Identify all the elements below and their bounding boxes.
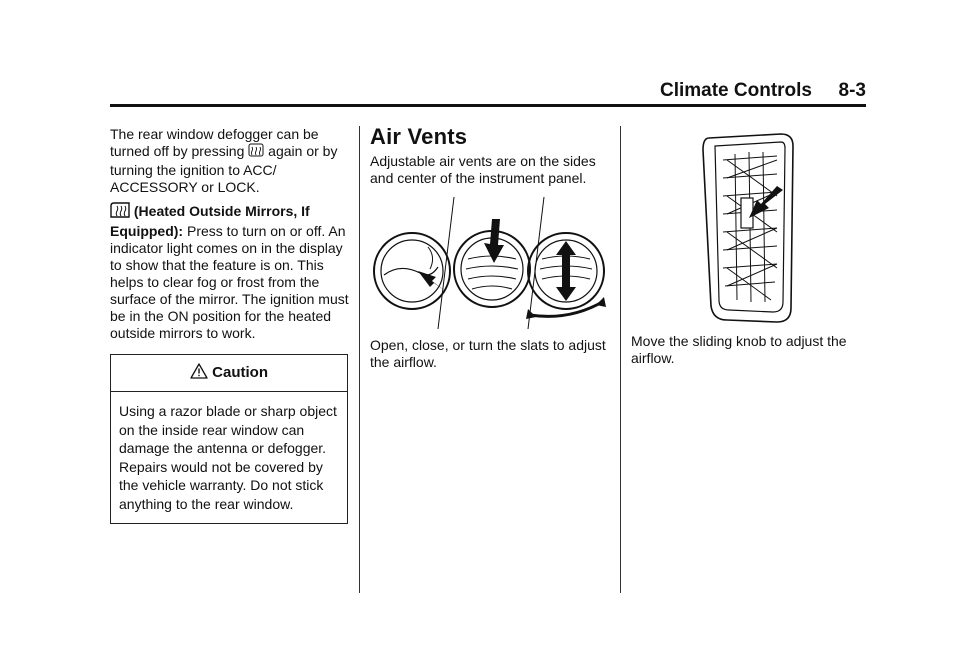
column-middle	[370, 126, 610, 377]
caution-header	[111, 355, 347, 392]
column-divider-2	[620, 126, 621, 593]
defogger-text-post: again or by turning the ignition to ACC/ ACCESSORY or LOCK.	[110, 143, 338, 195]
section-title: Air Vents	[370, 124, 468, 149]
column-divider-1	[359, 126, 360, 593]
column-left	[110, 126, 350, 524]
header-title: Climate Controls	[659, 80, 812, 101]
caution-text: Using a razor blade or sharp object on the inside rear window can damage the antenna or defogger. Repairs would not be covered by the vehicle warranty. Do not stick anything to the rear window.	[119, 403, 337, 512]
page-number: 8-3	[838, 80, 866, 101]
side-vent-caption: Move the sliding knob to adjust the airflow.	[631, 333, 847, 366]
defogger-paragraph	[110, 126, 350, 196]
mirror-paragraph	[110, 202, 350, 342]
column-right	[631, 126, 871, 373]
caution-triangle-icon	[190, 363, 208, 383]
mirror-text: Press to turn on or off. An indicator light comes on in the display to show that the feature is on. This helps to clear fog or frost from the surface of the mirror. The ignition must be in the ON position for the heated outside mirrors to work.	[110, 223, 349, 341]
defogger-text-pre: The rear window defogger can be turned off by pressing	[110, 126, 319, 160]
round-vents-illustration	[370, 197, 606, 329]
vent-open-icon	[454, 219, 530, 307]
header-rule	[110, 104, 866, 107]
air-vents-intro: Adjustable air vents are on the sides and center of the instrument panel.	[370, 153, 596, 186]
side-vent-illustration	[631, 130, 867, 325]
heated-mirror-icon	[110, 202, 130, 223]
caution-box	[110, 354, 348, 524]
vent-rotate-icon	[526, 233, 606, 319]
mirror-label: (Heated Outside Mirrors, If Equipped):	[110, 203, 310, 239]
page-header	[110, 80, 866, 102]
rear-defog-icon	[248, 143, 264, 162]
vent-closed-icon	[374, 233, 450, 309]
round-vents-caption: Open, close, or turn the slats to adjust the airflow.	[370, 337, 606, 370]
caution-title: Caution	[212, 363, 268, 381]
